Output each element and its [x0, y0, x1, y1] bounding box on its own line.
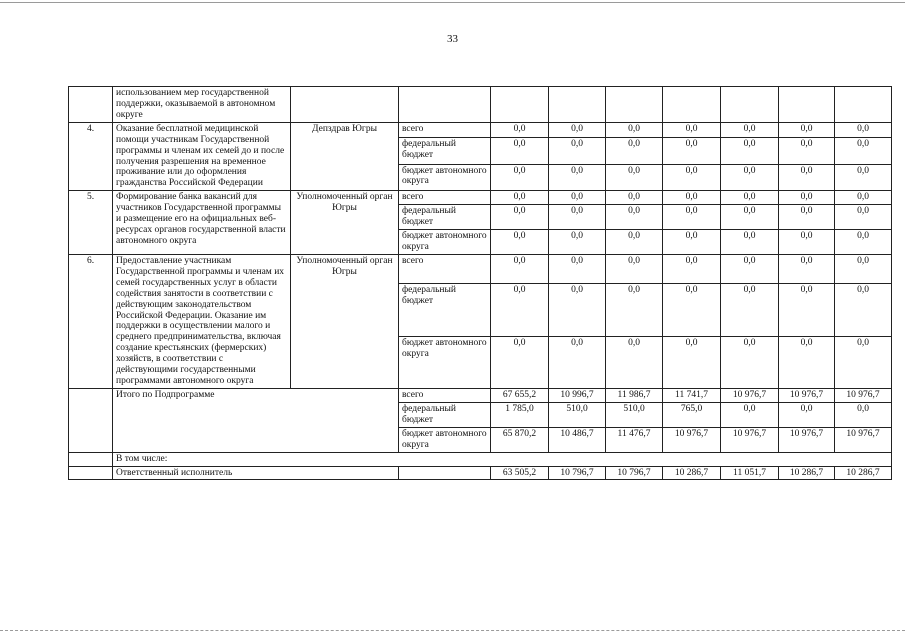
value-cell: 0,0 [779, 164, 835, 191]
source-label: всего [399, 122, 491, 137]
value-cell: 0,0 [663, 191, 721, 205]
value-cell: 0,0 [835, 205, 892, 230]
value-cell: 765,0 [663, 402, 721, 427]
value-cell: 0,0 [606, 336, 663, 388]
value-cell: 0,0 [835, 284, 892, 336]
value-cell: 0,0 [663, 122, 721, 137]
value-cell: 0,0 [549, 137, 606, 164]
value-cell: 0,0 [721, 122, 779, 137]
value-cell: 0,0 [606, 230, 663, 255]
value-cell: 0,0 [835, 137, 892, 164]
table-row [69, 122, 892, 137]
value-cell: 10 976,7 [779, 427, 835, 452]
total-label: Итого по Подпрограмме [113, 388, 399, 452]
value-cell: 0,0 [549, 254, 606, 283]
value-cell: 0,0 [549, 191, 606, 205]
value-cell: 0,0 [491, 254, 549, 283]
value-cell: 1 785,0 [491, 402, 549, 427]
value-cell: 0,0 [835, 336, 892, 388]
value-cell: 10 976,7 [779, 388, 835, 402]
top-rule [0, 2, 905, 3]
value-cell: 0,0 [491, 191, 549, 205]
value-cell: 0,0 [721, 191, 779, 205]
value-cell: 0,0 [491, 122, 549, 137]
value-cell: 0,0 [491, 336, 549, 388]
blank-num-cell [69, 388, 113, 452]
budget-table [68, 86, 892, 480]
value-cell: 65 870,2 [491, 427, 549, 452]
value-cell: 0,0 [721, 230, 779, 255]
value-cell: 0,0 [663, 205, 721, 230]
table-body [69, 87, 892, 480]
value-cell: 0,0 [779, 254, 835, 283]
measure-description: Формирование банка вакансий для участников Государственной программы и размещение его на официальных веб-ресурсах органов государственной власти автономного округа [113, 191, 291, 255]
value-cell [721, 87, 779, 123]
value-cell: 0,0 [779, 336, 835, 388]
value-cell: 0,0 [779, 191, 835, 205]
value-cell: 0,0 [491, 230, 549, 255]
measure-description: использованием мер государственной поддержки, оказываемой в автономном округе [113, 87, 291, 123]
value-cell [663, 87, 721, 123]
measure-description: Оказание бесплатной медицинской помощи участникам Государственной программы и членам их семей до и после получения разрешения на временное проживание или до оформления гражданства Российской Федерации [113, 122, 291, 191]
page-number: 33 [447, 33, 458, 45]
source-label: федеральный бюджет [399, 284, 491, 336]
blank-num-cell [69, 466, 113, 480]
value-cell: 10 976,7 [835, 427, 892, 452]
in-that-number-row [69, 452, 892, 466]
value-cell: 0,0 [606, 284, 663, 336]
blank-label-cell [399, 466, 491, 480]
value-cell: 67 655,2 [491, 388, 549, 402]
value-cell: 0,0 [606, 191, 663, 205]
value-cell: 0,0 [779, 205, 835, 230]
responsible-executor-row [69, 466, 892, 480]
value-cell: 11 741,7 [663, 388, 721, 402]
value-cell: 11 051,7 [721, 466, 779, 480]
table-row [69, 191, 892, 205]
value-cell: 10 286,7 [663, 466, 721, 480]
value-cell [606, 87, 663, 123]
table-row [69, 254, 892, 283]
value-cell: 10 976,7 [721, 427, 779, 452]
value-cell: 0,0 [549, 205, 606, 230]
value-cell [491, 87, 549, 123]
value-cell: 0,0 [549, 122, 606, 137]
value-cell: 11 986,7 [606, 388, 663, 402]
source-label: федеральный бюджет [399, 205, 491, 230]
value-cell: 0,0 [721, 402, 779, 427]
value-cell: 10 486,7 [549, 427, 606, 452]
value-cell: 0,0 [606, 205, 663, 230]
value-cell: 0,0 [606, 137, 663, 164]
value-cell: 0,0 [549, 230, 606, 255]
value-cell: 0,0 [606, 122, 663, 137]
value-cell: 10 796,7 [549, 466, 606, 480]
responsible-body [291, 87, 399, 123]
bottom-rule [0, 630, 905, 631]
value-cell: 0,0 [835, 230, 892, 255]
value-cell: 0,0 [721, 336, 779, 388]
value-cell: 0,0 [491, 137, 549, 164]
row-number [69, 87, 113, 123]
value-cell: 0,0 [549, 336, 606, 388]
value-cell: 0,0 [491, 284, 549, 336]
value-cell: 10 996,7 [549, 388, 606, 402]
value-cell: 0,0 [663, 254, 721, 283]
value-cell: 0,0 [835, 164, 892, 191]
source-label: федеральный бюджет [399, 137, 491, 164]
value-cell: 0,0 [835, 191, 892, 205]
responsible-executor-label: Ответственный исполнитель [113, 466, 399, 480]
value-cell: 0,0 [721, 284, 779, 336]
in-that-number-label: В том числе: [113, 452, 892, 466]
responsible-body: Уполномоченный орган Югры [291, 191, 399, 255]
responsible-body: Уполномоченный орган Югры [291, 254, 399, 388]
value-cell: 0,0 [606, 254, 663, 283]
value-cell: 10 976,7 [663, 427, 721, 452]
value-cell: 10 286,7 [779, 466, 835, 480]
row-number: 5. [69, 191, 113, 255]
value-cell: 11 476,7 [606, 427, 663, 452]
value-cell [835, 87, 892, 123]
source-label: бюджет автономного округа [399, 336, 491, 388]
value-cell: 0,0 [663, 164, 721, 191]
value-cell: 0,0 [721, 205, 779, 230]
value-cell: 0,0 [491, 205, 549, 230]
source-label: бюджет автономного округа [399, 230, 491, 255]
source-label: всего [399, 388, 491, 402]
value-cell: 0,0 [779, 284, 835, 336]
value-cell: 0,0 [663, 284, 721, 336]
value-cell: 10 976,7 [721, 388, 779, 402]
value-cell: 0,0 [663, 230, 721, 255]
value-cell: 0,0 [491, 164, 549, 191]
value-cell: 0,0 [835, 402, 892, 427]
value-cell [779, 87, 835, 123]
row-number: 4. [69, 122, 113, 191]
source-label: федеральный бюджет [399, 402, 491, 427]
table-row [69, 87, 892, 123]
value-cell: 0,0 [835, 122, 892, 137]
value-cell: 510,0 [549, 402, 606, 427]
value-cell: 0,0 [549, 284, 606, 336]
value-cell: 0,0 [779, 137, 835, 164]
blank-num-cell [69, 452, 113, 466]
source-label: бюджет автономного округа [399, 164, 491, 191]
value-cell: 0,0 [779, 230, 835, 255]
responsible-body: Депздрав Югры [291, 122, 399, 191]
value-cell: 10 286,7 [835, 466, 892, 480]
measure-description: Предоставление участникам Государственной программы и членам их семей государственных услуг в области содействия занятости в соответствии с действующим законодательством Российской Федерации. Оказание им поддержки в осуществлении малого и среднего предпринимательства, включая создание крестьянских (фермерских) хозяйств, в соответствии с действующими государственными программами автономного округа [113, 254, 291, 388]
source-label: всего [399, 191, 491, 205]
value-cell: 0,0 [663, 336, 721, 388]
value-cell: 0,0 [606, 164, 663, 191]
row-number: 6. [69, 254, 113, 388]
value-cell: 0,0 [721, 137, 779, 164]
value-cell: 0,0 [663, 137, 721, 164]
value-cell: 510,0 [606, 402, 663, 427]
value-cell: 0,0 [721, 254, 779, 283]
value-cell: 63 505,2 [491, 466, 549, 480]
value-cell [549, 87, 606, 123]
value-cell: 0,0 [721, 164, 779, 191]
source-label: бюджет автономного округа [399, 427, 491, 452]
source-label [399, 87, 491, 123]
total-row [69, 388, 892, 402]
source-label: всего [399, 254, 491, 283]
value-cell: 0,0 [835, 254, 892, 283]
value-cell: 0,0 [779, 402, 835, 427]
value-cell: 0,0 [779, 122, 835, 137]
value-cell: 10 976,7 [835, 388, 892, 402]
value-cell: 0,0 [549, 164, 606, 191]
value-cell: 10 796,7 [606, 466, 663, 480]
